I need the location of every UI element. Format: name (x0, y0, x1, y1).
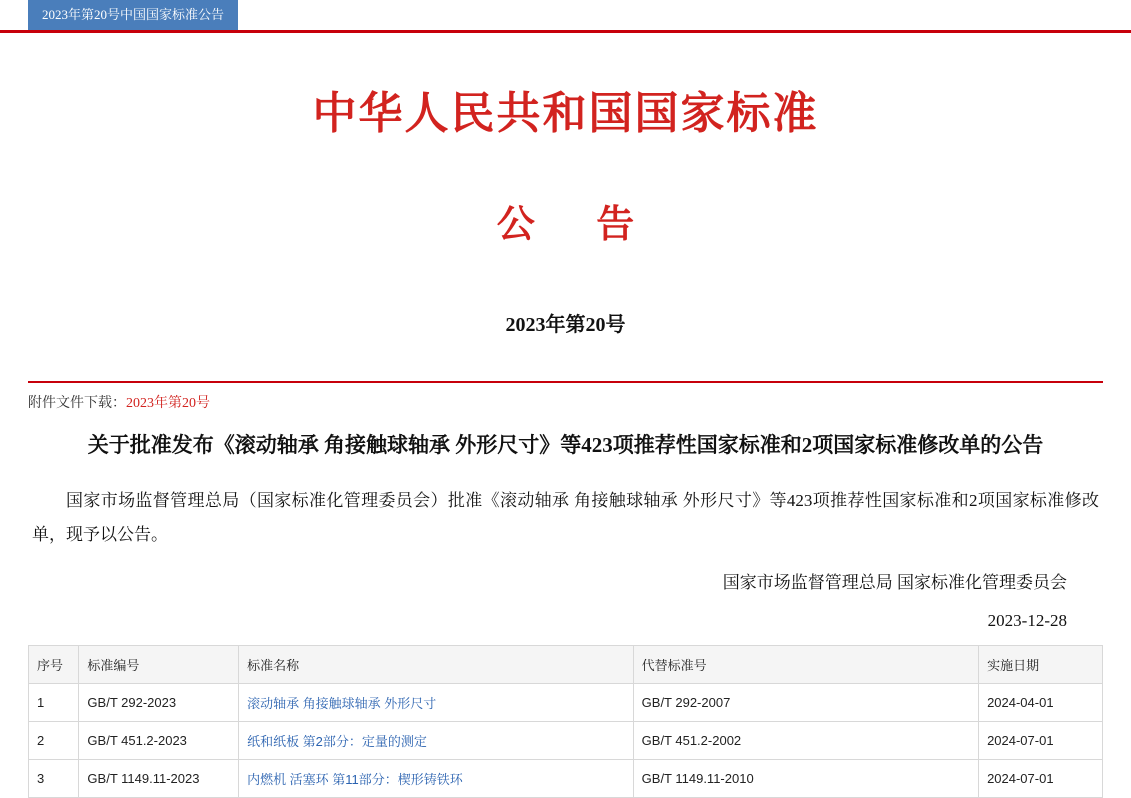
cell-date: 2024-07-01 (979, 721, 1103, 759)
announcement-headline: 关于批准发布《滚动轴承 角接触球轴承 外形尺寸》等423项推荐性国家标准和2项国家标准修改单的公告 (87, 433, 1044, 457)
column-header-code: 标准编号 (79, 645, 239, 683)
table-header (29, 645, 1103, 683)
column-header-seq: 序号 (29, 645, 79, 683)
cell-seq: 1 (29, 683, 79, 721)
column-header-name: 标准名称 (239, 645, 634, 683)
issuing-authority: 国家市场监督管理总局 国家标准化管理委员会 (722, 572, 1067, 592)
page-title: 中华人民共和国国家标准 (312, 89, 819, 138)
cell-code: GB/T 292-2023 (79, 683, 239, 721)
standard-name-link[interactable]: 纸和纸板 第2部分：定量的测定 (247, 733, 427, 749)
cell-replaces: GB/T 1149.11-2010 (633, 759, 978, 797)
standards-table-wrapper (28, 645, 1103, 798)
table-row (29, 759, 1103, 797)
attachment-label: 附件文件下载： (28, 396, 126, 411)
standard-name-link[interactable]: 内燃机 活塞环 第11部分：楔形铸铁环 (247, 771, 463, 787)
cell-name (239, 721, 634, 759)
standard-name-link[interactable]: 滚动轴承 角接触球轴承 外形尺寸 (247, 695, 437, 711)
attachment-download-link[interactable]: 2023年第20号 (126, 396, 210, 411)
announcement-body: 国家市场监督管理总局（国家标准化管理委员会）批准《滚动轴承 角接触球轴承 外形尺寸》等423项推荐性国家标准和2项国家标准修改单，现予以公告。 (32, 490, 1099, 544)
standards-table (28, 645, 1103, 798)
announcement-number: 2023年第20号 (505, 314, 626, 336)
cell-code: GB/T 451.2-2023 (79, 721, 239, 759)
attachment-line (28, 392, 1103, 412)
table-row (29, 721, 1103, 759)
cell-name (239, 683, 634, 721)
issue-date: 2023-12-28 (987, 610, 1067, 630)
table-header-row (29, 645, 1103, 683)
table-body (29, 683, 1103, 797)
tab-bar (0, 0, 1131, 33)
section-divider (28, 381, 1103, 383)
cell-seq: 3 (29, 759, 79, 797)
tab-announcement[interactable]: 2023年第20号中国国家标准公告 (28, 0, 238, 30)
column-header-date: 实施日期 (979, 645, 1103, 683)
table-row (29, 683, 1103, 721)
cell-name (239, 759, 634, 797)
cell-replaces: GB/T 451.2-2002 (633, 721, 978, 759)
cell-replaces: GB/T 292-2007 (633, 683, 978, 721)
page-subtitle: 公 告 (496, 204, 661, 246)
cell-code: GB/T 1149.11-2023 (79, 759, 239, 797)
cell-date: 2024-07-01 (979, 759, 1103, 797)
cell-date: 2024-04-01 (979, 683, 1103, 721)
cell-seq: 2 (29, 721, 79, 759)
column-header-replaces: 代替标准号 (633, 645, 978, 683)
